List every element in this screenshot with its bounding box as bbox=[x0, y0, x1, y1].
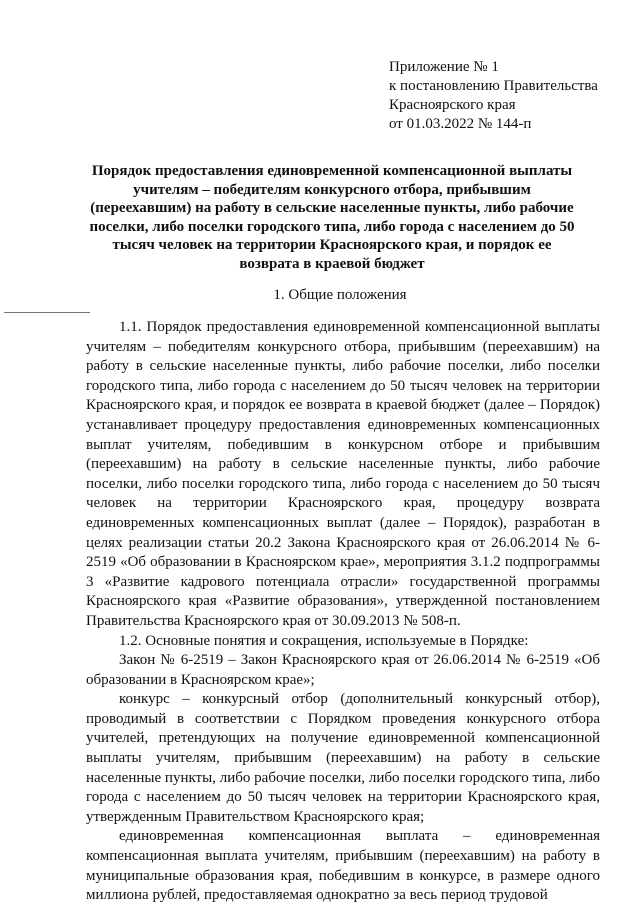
definition-contest: конкурс – конкурсный отбор (дополнительный конкурсный отбор), проводимый в соответствии с Порядком проведения конкурсного отбора учителей, претендующих на получение единовременной компенсационной выплаты учителям, прибывшим (переехавшим) на работу в сельские населенные пункты, либо рабочие поселки, либо поселки городского типа, либо города с населением до 50 тысяч человек на территории Красноярского края, утвержденным Правительством Красноярского края; bbox=[86, 691, 600, 825]
document-title: Порядок предоставления единовременной компенсационной выплаты учителям – победителям конкурсного отбора, прибывшим (переехавшим) на работу в сельские населенные пункты, либо рабочие поселки, либо поселки городского типа, либо города с населением до 50 тысяч человек на территории Красноярского края, и порядок ее возврата в краевой бюджет bbox=[89, 163, 575, 272]
document-body bbox=[86, 318, 600, 906]
divider-line bbox=[4, 312, 90, 313]
appendix-resolution: к постановлению Правительства bbox=[389, 78, 598, 94]
appendix-date-number: от 01.03.2022 № 144-п bbox=[389, 116, 532, 132]
section-heading: 1. Общие положения bbox=[273, 287, 407, 303]
paragraph-1-1: 1.1. Порядок предоставления единовременной компенсационной выплаты учителям – победителям конкурсного отбора, прибывшим (переехавшим) на работу в сельские населенные пункты, либо рабочие поселки, либо поселки городского типа, либо города с населением до 50 тысяч человек на территории Красноярского края, и порядок ее возврата в краевой бюджет (далее – Порядок) устанавливает процедуру предоставления единовременных компенсационных выплат учителям, победившим в конкурсном отборе и прибывшим (переехавшим) на работу в сельские населенные пункты, либо рабочие поселки, либо поселки городского типа, либо города с населением до 50 тысяч человек на территории Красноярского края, процедуру возврата единовременных компенсационных выплат (далее – Порядок), разработан в целях реализации статьи 20.2 Закона Красноярского края от 26.06.2014 № 6-2519 «Об образовании в Красноярском крае», мероприятия 3.1.2 подпрограммы 3 «Развитие кадрового потенциала отрасли» государственной программы Красноярского края «Развитие образования», утвержденной постановлением Правительства Красноярского края от 30.09.2013 № 508-п. bbox=[86, 319, 600, 629]
appendix-region: Красноярского края bbox=[389, 97, 516, 113]
paragraph-1-2: 1.2. Основные понятия и сокращения, используемые в Порядке: bbox=[119, 632, 529, 649]
definition-law: Закон № 6-2519 – Закон Красноярского края от 26.06.2014 № 6-2519 «Об образовании в Красноярском крае»; bbox=[86, 652, 600, 688]
definition-payment: единовременная компенсационная выплата – единовременная компенсационная выплата учителям, прибывшим (переехавшим) на работу в муниципальные образования края, победившим в конкурсе, в размере одного миллиона рублей, предоставляемая однократно за весь период трудовой bbox=[86, 828, 600, 904]
appendix-header bbox=[389, 58, 629, 134]
appendix-number: Приложение № 1 bbox=[389, 59, 499, 75]
